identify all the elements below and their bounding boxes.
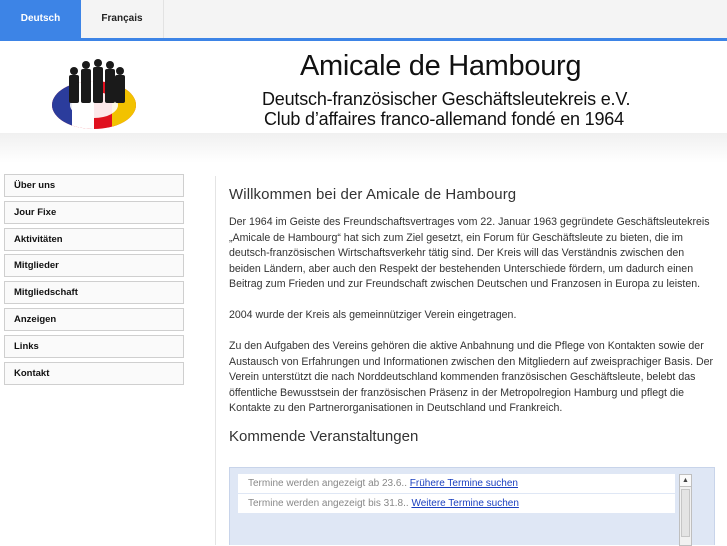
column-divider bbox=[215, 176, 216, 545]
site-tagline-french: Club d’affaires franco-allemand fondé en 1964 bbox=[264, 109, 624, 129]
more-events-link[interactable]: Weitere Termine suchen bbox=[411, 498, 519, 509]
site-tagline-german: Deutsch-französischer Geschäftsleutekreis e.V. bbox=[262, 89, 631, 109]
sidebar-item-ueber-uns[interactable]: Über uns bbox=[4, 174, 184, 197]
events-row-earlier bbox=[238, 474, 675, 493]
page-title: Willkommen bei der Amicale de Hambourg bbox=[229, 186, 517, 203]
language-bar bbox=[0, 0, 727, 38]
scroll-up-arrow-icon[interactable]: ▲ bbox=[680, 475, 691, 487]
earlier-events-link[interactable]: Frühere Termine suchen bbox=[409, 478, 518, 489]
events-range-until: Termine werden angezeigt bis 31.8.. bbox=[248, 498, 409, 509]
events-list bbox=[238, 474, 675, 514]
business-group-logo bbox=[50, 53, 138, 131]
events-row-later bbox=[238, 494, 675, 513]
scrollbar-thumb[interactable] bbox=[681, 489, 690, 537]
language-tab-francais[interactable]: Français bbox=[81, 0, 164, 38]
sidebar-item-aktivitaeten[interactable]: Aktivitäten bbox=[4, 228, 184, 251]
sidebar-nav bbox=[4, 174, 184, 388]
sidebar-item-mitglieder[interactable]: Mitglieder bbox=[4, 254, 184, 277]
registration-paragraph: 2004 wurde der Kreis als gemeinnütziger Verein eingetragen. bbox=[229, 309, 517, 321]
events-range-from: Termine werden angezeigt ab 23.6.. bbox=[248, 478, 407, 489]
sidebar-item-anzeigen[interactable]: Anzeigen bbox=[4, 308, 184, 331]
sidebar-item-mitgliedschaft[interactable]: Mitgliedschaft bbox=[4, 281, 184, 304]
intro-paragraph: Der 1964 im Geiste des Freundschaftsvertrages vom 22. Januar 1963 gegründete Geschäftsleutekreis „Amicale de Hambourg“ hat sich zum Ziel gesetzt, ein Forum für Geschäftsleute zu bieten, die im deutsch-französischen Wirtschaftsverkehr tätig sind. Der Kreis will das Verständnis zwischen den beiden Ländern, aber auch den Respekt der bestehenden Unterschiede fördern, um dadurch einen Beitrag zum Frieden und zur Freundschaft zwischen Deutschen und Franzosen in Europa zu leisten. bbox=[229, 216, 710, 290]
language-tab-deutsch[interactable]: Deutsch bbox=[0, 0, 81, 38]
events-heading: Kommende Veranstaltungen bbox=[229, 428, 419, 445]
site-header bbox=[0, 41, 727, 136]
main-content bbox=[229, 186, 715, 456]
tasks-paragraph: Zu den Aufgaben des Vereins gehören die aktive Anbahnung und die Pflege von Kontakten sowie der Austausch von Erfahrungen und Informationen zwischen den Mitgliedern auf zweisprachiger Basis. Der Verein unterstützt die nach Norddeutschland kommenden französischen Geschäftsleute, belebt das öffentliche Bewusstsein der französischen Präsenz in der Metropolregion Hamburg und pflegt die Kontakte zu den Partnerorganisationen in Deutschland und Frankreich. bbox=[229, 340, 714, 414]
sidebar-item-kontakt[interactable]: Kontakt bbox=[4, 362, 184, 385]
sidebar-item-links[interactable]: Links bbox=[4, 335, 184, 358]
site-title: Amicale de Hambourg bbox=[300, 50, 582, 82]
header-fade bbox=[0, 133, 727, 163]
events-widget bbox=[229, 467, 715, 545]
events-scrollbar[interactable] bbox=[679, 474, 692, 546]
sidebar-item-jour-fixe[interactable]: Jour Fixe bbox=[4, 201, 184, 224]
